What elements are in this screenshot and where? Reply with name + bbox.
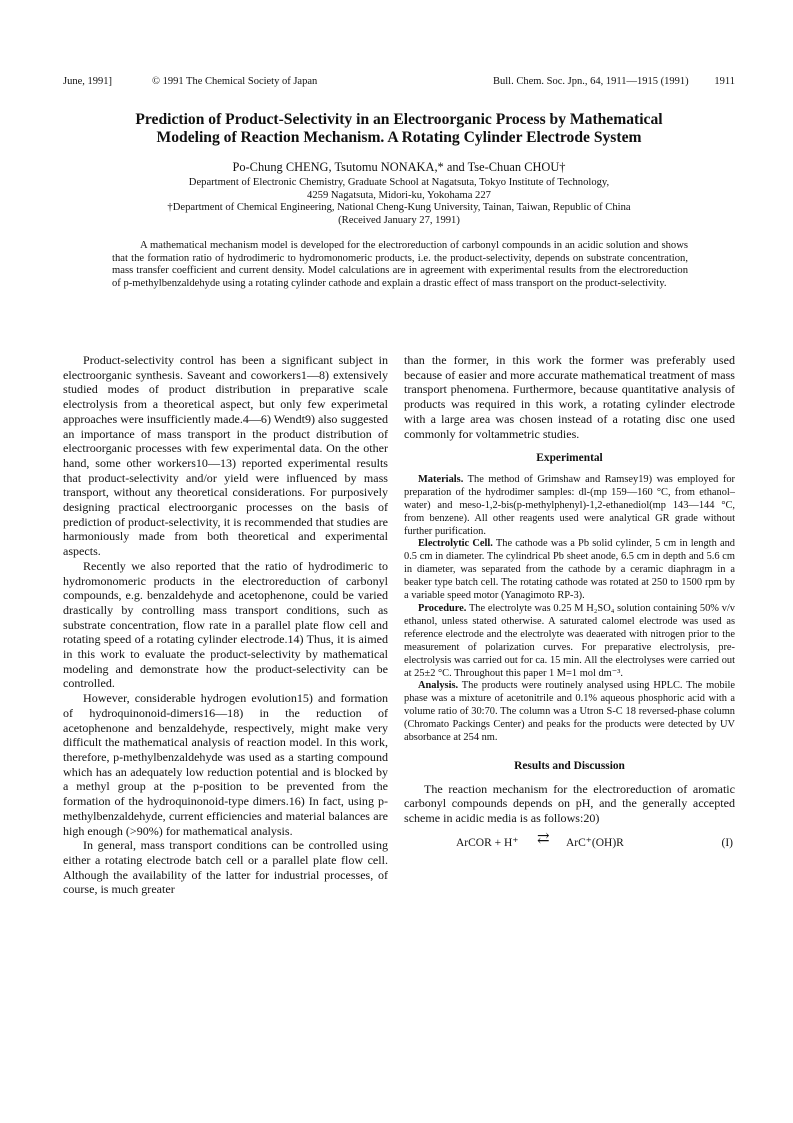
paragraph-text: The electrolyte was 0.25 M H₂SO₄ solution containing 50% v/v ethanol, unless stated otherwise. A saturated calomel electrode was used as reference electrode and the electrolyte was deaerated with nitrogen prior to the measurement of polarization curves. For preparative electrolysis, pre-electrolysis was carried out for ca. 15 min. All the electrolyses were carried out at 25±2 °C. Throughout this paper 1 M=1 mol dm⁻³. bbox=[404, 602, 735, 679]
running-header bbox=[63, 76, 735, 92]
affiliation-address: 4259 Nagatsuta, Midori-ku, Yokohama 227 bbox=[307, 189, 491, 201]
header-journal: Bull. Chem. Soc. Jpn., 64, 1911—1915 (1991) bbox=[493, 76, 689, 87]
body-paragraph: In general, mass transport conditions can be controlled using either a rotating electrode batch cell or a parallel plate flow cell. Although the availability of the latter for industrial processes, of course, is much greater bbox=[63, 838, 388, 897]
body-paragraph: than the former, in this work the former was preferably used because of easier and more accurate mathematical treatment of mass transport phenomena. Furthermore, because quantitative analysis of products was required in this work, a rotating cylinder electrode with a large area was chosen instead of a rotating disc one used commonly for voltammetric studies. bbox=[404, 353, 735, 441]
paragraph-text: The method of Grimshaw and Ramsey19) was employed for preparation of the hydrodimer samples: dl-(mp 159—160 °C, from ethanol–water) and meso-1,2-bis(p-methylphenyl)-1,2-ethanediol(mp 143—144 °C, from benzene). All other reagents used were analytical GR grade without further purification. bbox=[404, 473, 735, 537]
analysis-paragraph bbox=[404, 680, 735, 745]
equation-number: (I) bbox=[721, 836, 733, 849]
paragraph-text: The cathode was a Pb solid cylinder, 5 cm in length and 0.5 cm in diameter. The cylindrical Pb sheet anode, 6.5 cm in depth and 5.6 cm in diameter, was separated from the cathode by a ceramic diaphragm in a beaker type batch cell. The rotating cathode was rotated at 250 to 1500 rpm by a variable speed motor (Yanagimoto RP-3). bbox=[404, 538, 735, 602]
section-heading-experimental: Experimental bbox=[536, 452, 603, 465]
body-paragraph: Product-selectivity control has been a significant subject in electroorganic synthesis. Saveant and coworkers1—8) extensively studied modes of product distribution in preparative scale electrolysis from a theoretical aspect, but only few experimetal approaches were insufficiently made.4—6) Wendt9) also suggested an importance of mass transport in the product distribution of electroorganic processes with few experimental data. On the other hand, some other workers10—13) reported experimental results that product-selectivity and/or yield were influenced by mass transport, without any theoretical considerations. For purposively designing practical electroorganic processes on the basis of prediction of product-selectivity, it is recommended that studies are harmoniously made from both theoretical and experimental aspects. bbox=[63, 353, 388, 559]
equation-1 bbox=[404, 832, 735, 854]
title-line-2: Modeling of Reaction Mechanism. A Rotating Cylinder Electrode System bbox=[156, 129, 642, 146]
header-page-number: 1911 bbox=[714, 76, 735, 87]
equation-rhs: ArC⁺(OH)R bbox=[566, 836, 624, 849]
affiliation-1: Department of Electronic Chemistry, Graduate School at Nagatsuta, Tokyo Institute of Technology, bbox=[188, 177, 610, 188]
equilibrium-arrow-icon: ⇄ bbox=[537, 830, 550, 847]
run-in-heading: Analysis. bbox=[418, 680, 459, 692]
author-list: Po-Chung CHENG, Tsutomu NONAKA,* and Tse-Chuan CHOU† bbox=[232, 160, 566, 174]
body-paragraph: Recently we also reported that the ratio of hydrodimeric to hydromonomeric products in the electroreduction of carbonyl compounds, e.g. benzaldehyde and acetophenone, could be varied drastically by controlling mass transport conditions, such as substrate concentration, flow rate in a parallel plate flow cell and rotating speed of a rotating cylinder electrode.14) Thus, it is aimed in this work to evaluate the product-selectivity by mathematical modeling and demonstrate how the product-selectivity can be controlled. bbox=[63, 558, 388, 691]
section-heading-results: Results and Discussion bbox=[514, 759, 625, 772]
procedure-paragraph bbox=[404, 603, 735, 680]
run-in-heading: Electrolytic Cell. bbox=[418, 538, 493, 550]
header-date: June, 1991] bbox=[63, 76, 112, 87]
body-paragraph: The reaction mechanism for the electroreduction of aromatic carbonyl compounds depends on pH, and the generally accepted scheme in acidic media is as follows:20) bbox=[404, 781, 735, 826]
affiliation-2: †Department of Chemical Engineering, National Cheng-Kung University, Tainan, Taiwan, Republic of China bbox=[167, 202, 631, 213]
materials-paragraph bbox=[404, 474, 735, 539]
header-copyright: © 1991 The Chemical Society of Japan bbox=[152, 76, 318, 87]
paper-title bbox=[63, 111, 735, 147]
right-column bbox=[404, 353, 735, 854]
equation-lhs: ArCOR + H⁺ bbox=[456, 836, 519, 849]
run-in-heading: Materials. bbox=[418, 473, 464, 485]
left-column bbox=[63, 353, 388, 897]
abstract: A mathematical mechanism model is developed for the electroreduction of carbonyl compounds in an acidic solution and shows that the formation ratio of hydrodimeric to hydromonomeric products, i.e. the product-selectivity, depends on substrate concentration, mass transfer coefficient and current density. Model calculations are in agreement with experimental results from the electroreduction of p-methylbenzaldehyde using a rotating cylinder cathode and explain a drastic effect of mass transport on the product-selectivity. bbox=[112, 240, 688, 289]
body-paragraph: However, considerable hydrogen evolution15) and formation of hydroquinonoid-dimers16—18) in the reduction of acetophenone and benzaldehyde, respectively, might make very difficult the mathematical analysis of reaction model. In this work, therefore, p-methylbenzaldehyde was used as a starting compound which has an adequately low reduction potential and is blocked by a methyl group at the p-position to be prevented from the formation of the hydroquinonoid-type dimers.16) In fact, using p-methylbenzaldehyde, current efficiencies and material balances are high enough (>90%) for mathematical analysis. bbox=[63, 691, 388, 838]
title-line-1: Prediction of Product-Selectivity in an Electroorganic Process by Mathematical bbox=[135, 111, 663, 128]
received-date: (Received January 27, 1991) bbox=[338, 214, 460, 226]
experimental-section bbox=[404, 474, 735, 745]
paragraph-text: The products were routinely analysed using HPLC. The mobile phase was a mixture of acetonitrile and 0.1% aqueous phosphoric acid with a volume ratio of 30:70. The column was a Utron S-C 18 reversed-phase column (Chromato Packings Center) and peaks for the products were detected by UV absorbance at 254 nm. bbox=[404, 680, 735, 744]
run-in-heading: Procedure. bbox=[418, 602, 467, 614]
cell-paragraph bbox=[404, 538, 735, 603]
